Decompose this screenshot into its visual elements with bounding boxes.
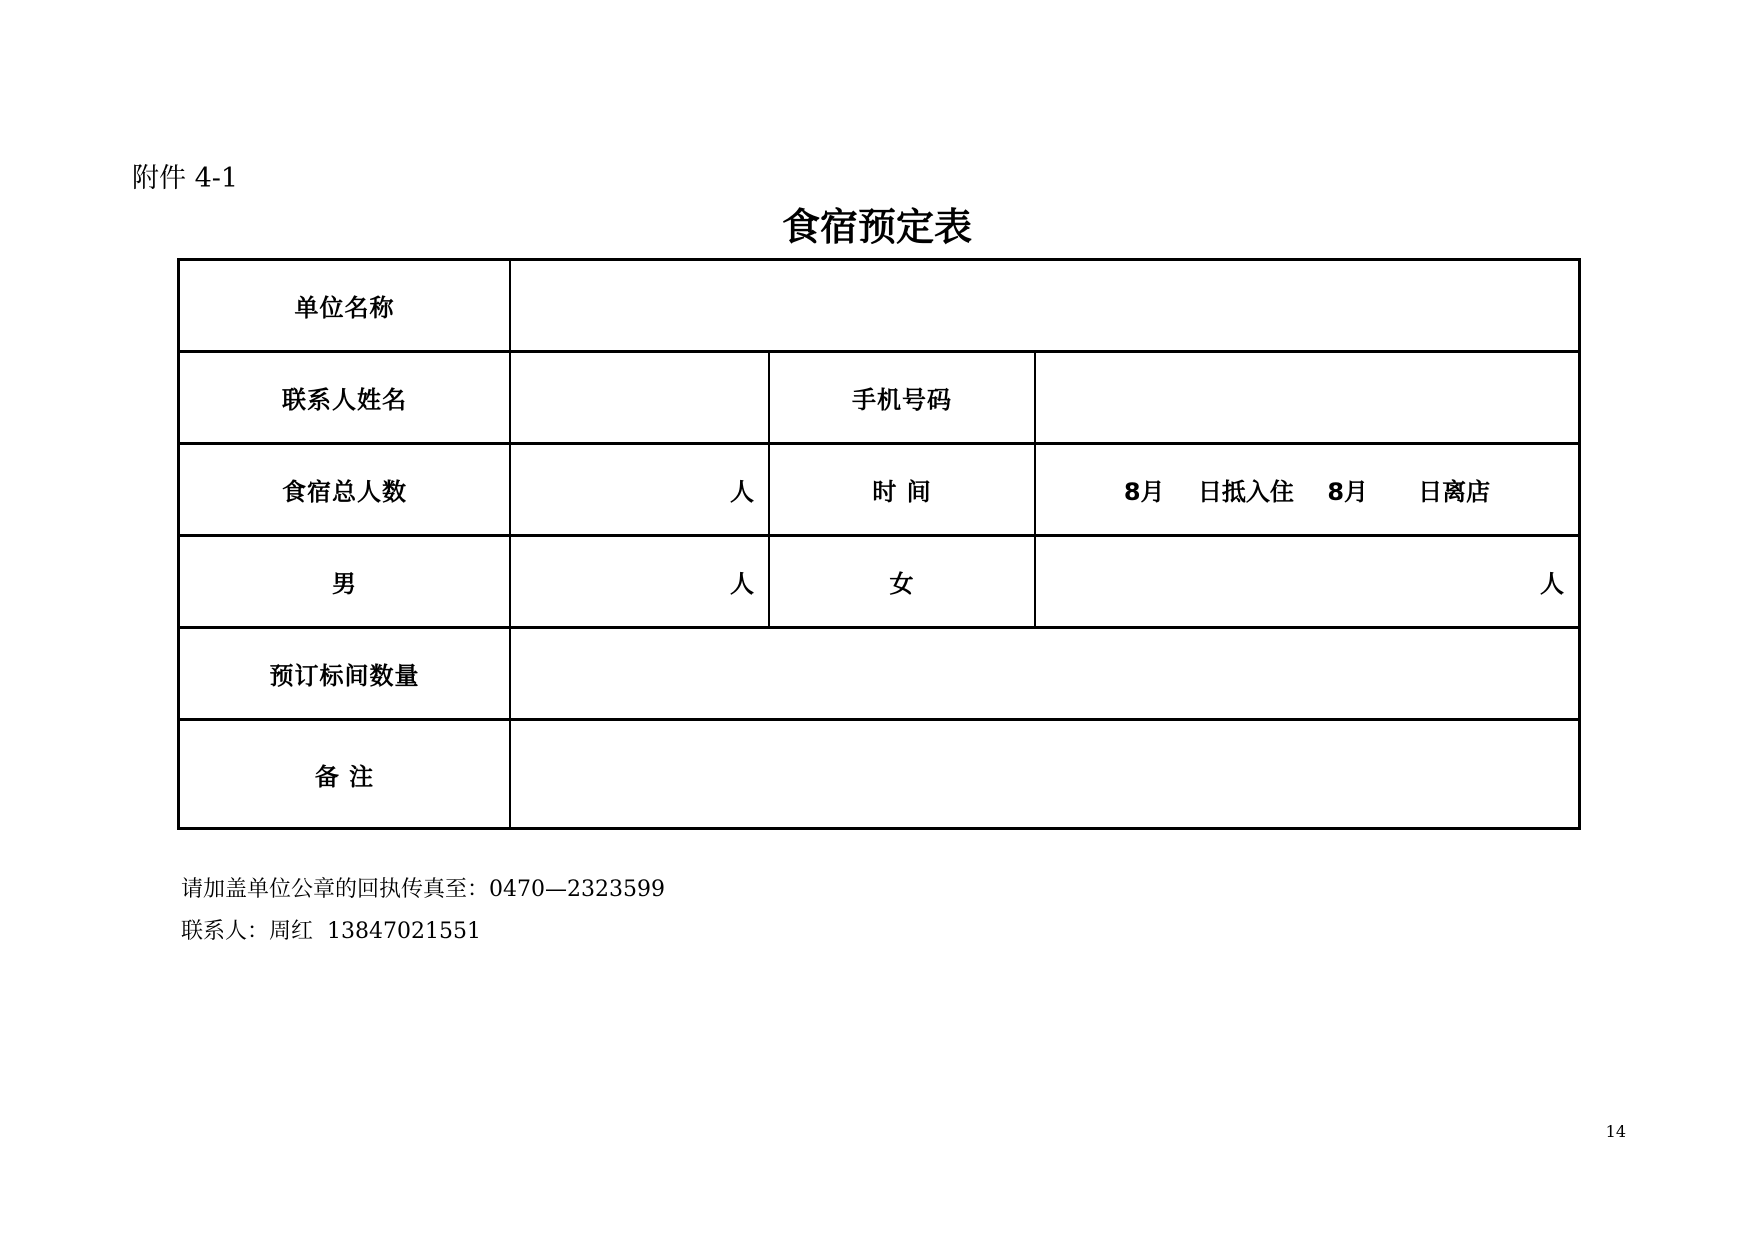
male-label: 男	[180, 537, 511, 626]
total-people-label: 食宿总人数	[180, 445, 511, 534]
table-row-contact	[180, 353, 1578, 445]
contact-info: 联系人：周红 13847021551	[181, 919, 481, 944]
attachment-label: 附件 4-1	[132, 163, 239, 194]
male-count-field[interactable]	[511, 537, 770, 626]
female-unit: 人	[1540, 570, 1564, 598]
fax-instruction: 请加盖单位公章的回执传真至：0470—2323599	[181, 877, 665, 902]
female-label: 女	[770, 537, 1036, 626]
phone-label: 手机号码	[770, 353, 1036, 442]
female-count-field[interactable]	[1036, 537, 1578, 626]
reservation-form-table	[177, 258, 1581, 830]
remarks-label: 备 注	[180, 721, 511, 827]
unit-name-field[interactable]	[511, 261, 1578, 350]
table-row-unit-name	[180, 261, 1578, 353]
rooms-label: 预订标间数量	[180, 629, 511, 718]
contact-name-field[interactable]	[511, 353, 770, 442]
total-people-unit: 人	[730, 478, 754, 506]
table-row-gender	[180, 537, 1578, 629]
unit-name-label: 单位名称	[180, 261, 511, 350]
page-title: 食宿预定表	[781, 205, 972, 249]
table-row-remarks	[180, 721, 1578, 827]
phone-field[interactable]	[1036, 353, 1578, 442]
table-row-total-time	[180, 445, 1578, 537]
time-label: 时 间	[770, 445, 1036, 534]
male-unit: 人	[730, 570, 754, 598]
remarks-field[interactable]	[511, 721, 1578, 827]
rooms-field[interactable]	[511, 629, 1578, 718]
total-people-field[interactable]	[511, 445, 770, 534]
contact-name-label: 联系人姓名	[180, 353, 511, 442]
table-row-rooms	[180, 629, 1578, 721]
time-field[interactable]: 8月 日抵入住 8月 日离店	[1123, 478, 1491, 506]
page-number: 14	[1605, 1122, 1626, 1141]
